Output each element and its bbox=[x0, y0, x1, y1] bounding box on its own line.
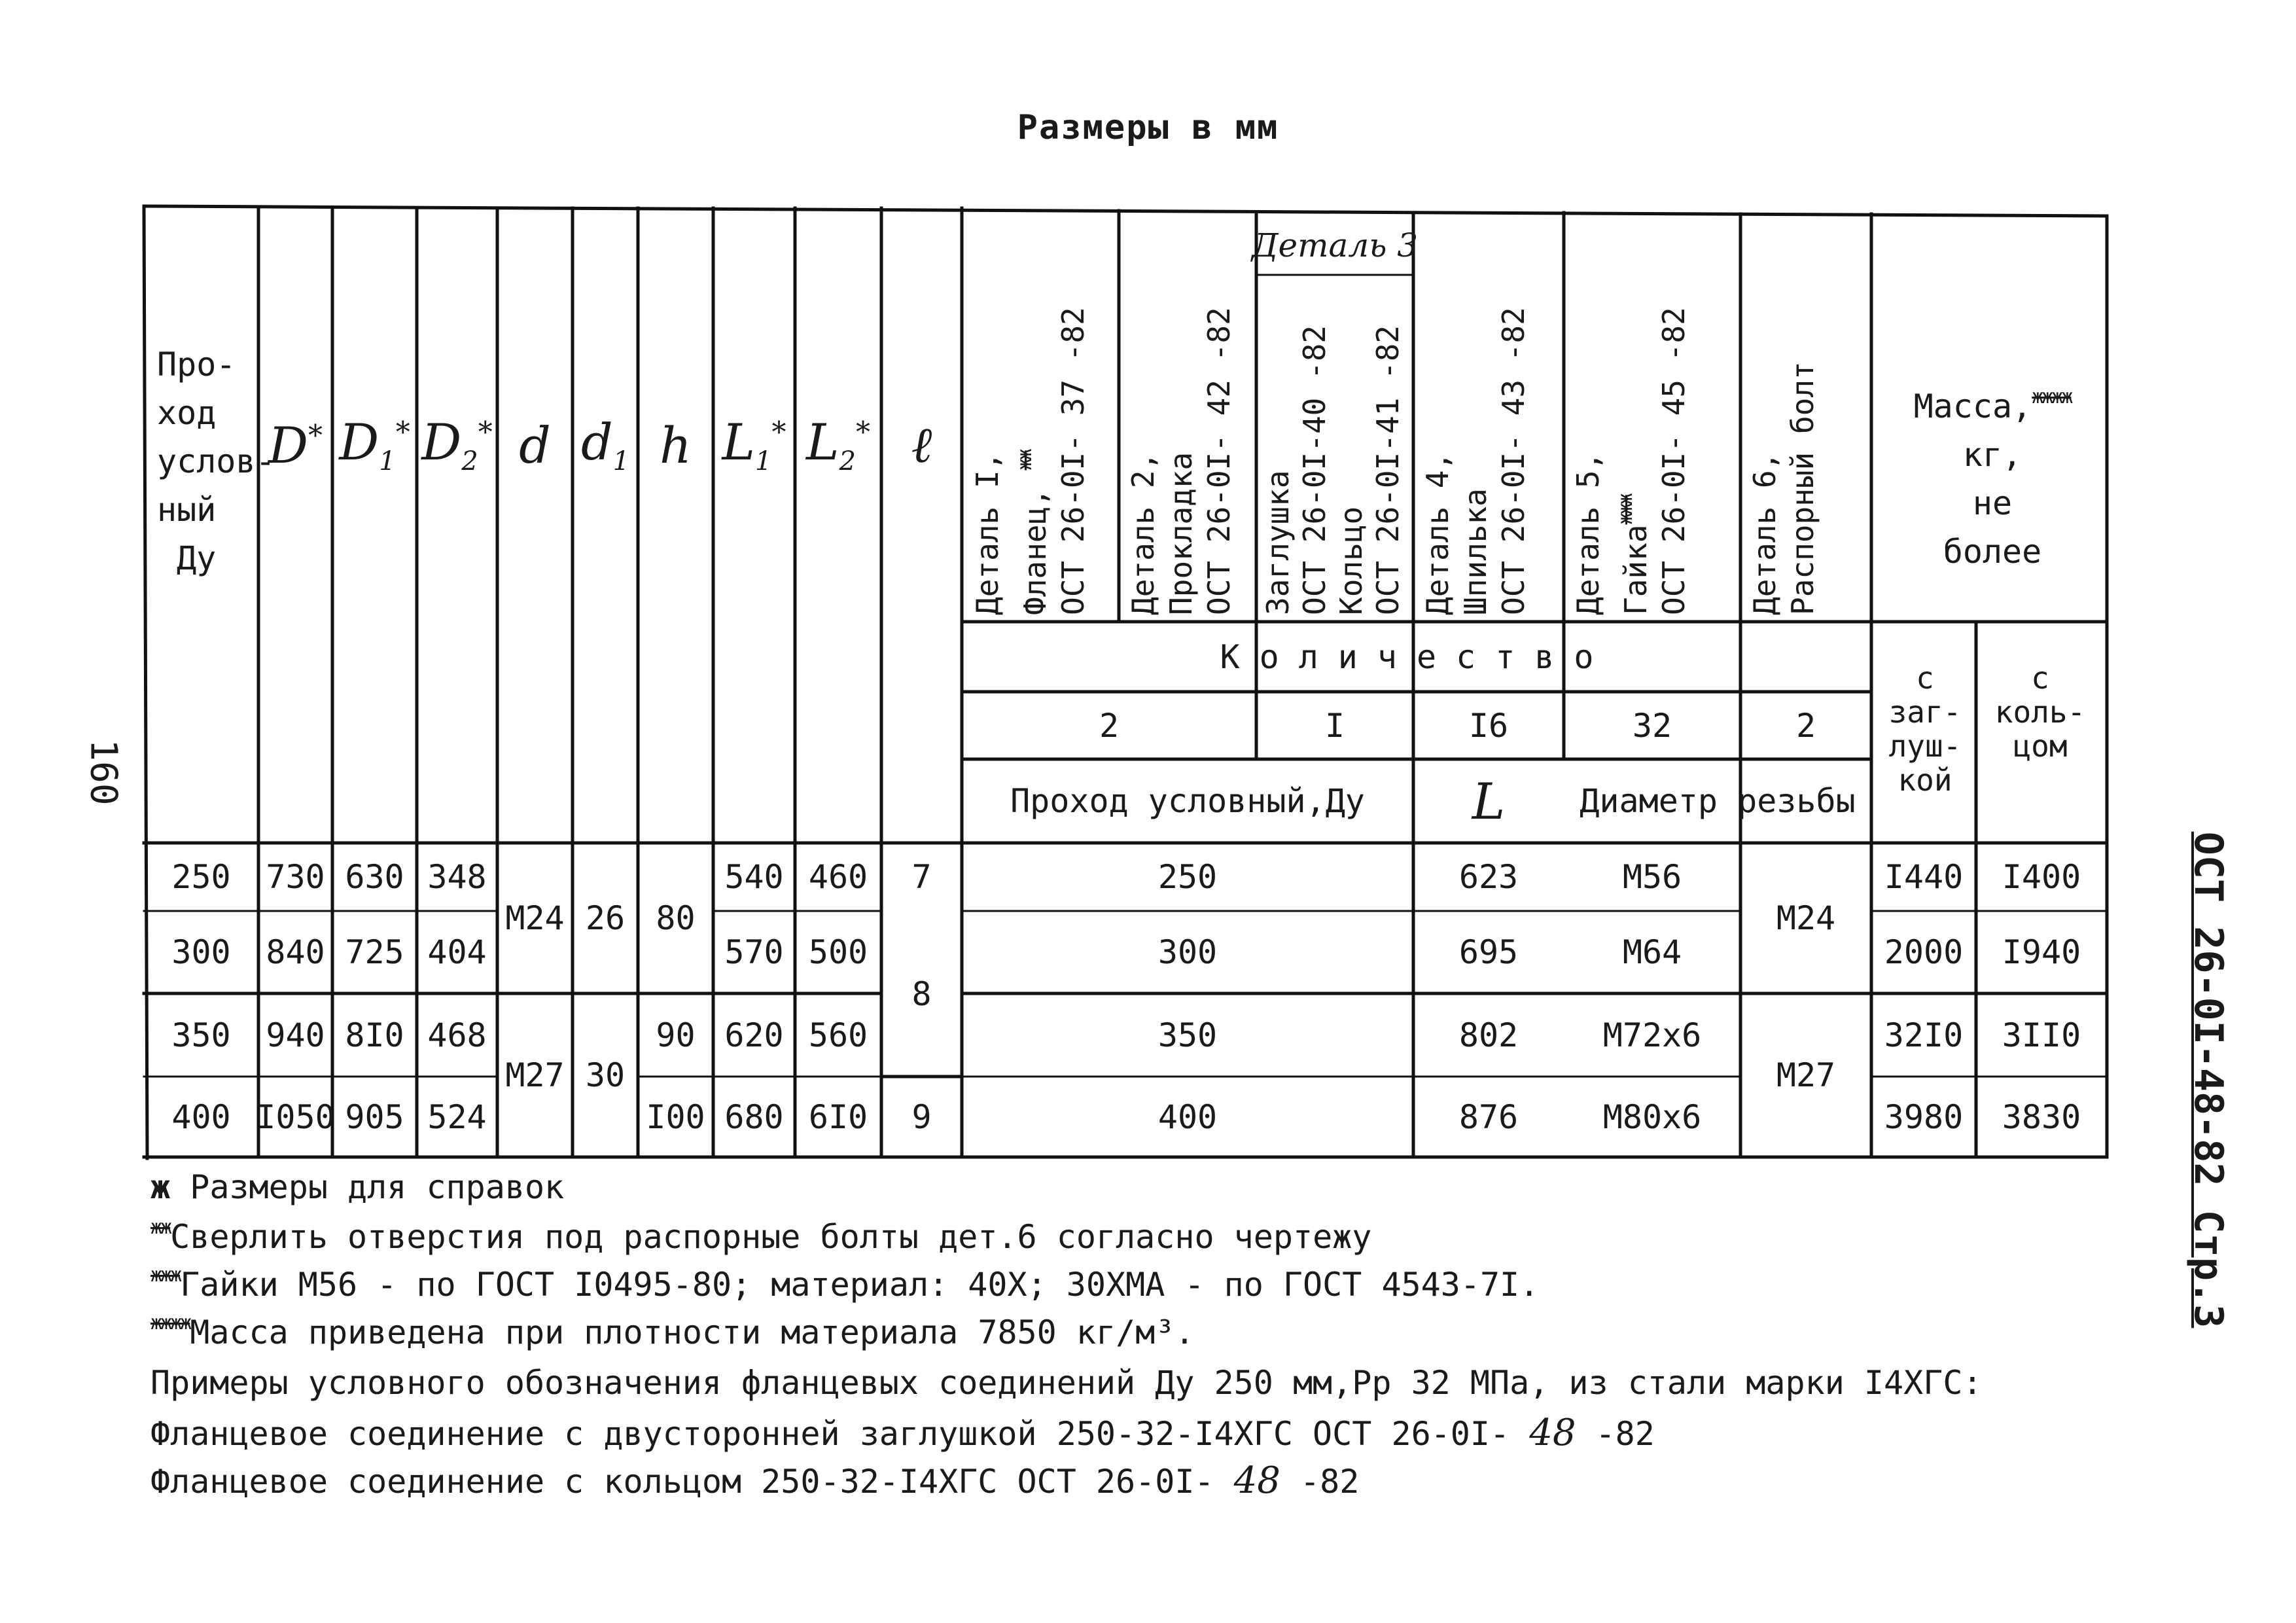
page-title: Размеры в мм bbox=[1017, 108, 1279, 147]
cell-D: 840 bbox=[266, 933, 325, 971]
header-L2: $L_2^*$ bbox=[806, 413, 870, 477]
cell-thread: М64 bbox=[1622, 933, 1682, 971]
cell-D1: 630 bbox=[345, 858, 404, 896]
footnote-2: $^{жж}$Сверлить отверстия под распорные болты дет.6 согласно чертежу bbox=[150, 1216, 1372, 1256]
cell-D2: 404 bbox=[427, 933, 487, 971]
header-L: L bbox=[1472, 772, 1506, 830]
footnote-1: ж Размеры для справок bbox=[150, 1168, 565, 1206]
page-number: 160 bbox=[82, 739, 125, 806]
cell-h-merged: 80 bbox=[656, 899, 696, 937]
cell-du2: 350 bbox=[1157, 1016, 1218, 1054]
cell-h: I00 bbox=[646, 1097, 705, 1136]
qty-part3: I bbox=[1324, 706, 1345, 745]
document-code: ОСТ 26-0I-48-82 Стр.3 bbox=[2185, 831, 2231, 1329]
cell-du: 400 bbox=[171, 1097, 231, 1136]
cell-bolt-merged: М27 bbox=[1776, 1056, 1836, 1094]
cell-du: 300 bbox=[171, 933, 231, 971]
cell-D: 940 bbox=[266, 1016, 325, 1054]
header-d: d bbox=[519, 416, 551, 474]
example-ring: Фланцевое соединение с кольцом 250-32-I4ХГС ОСТ 26-0I- 48 -82 bbox=[150, 1459, 1360, 1502]
cell-mass-ring: I940 bbox=[2002, 933, 2081, 971]
header-part4: Деталь 4, Шпилька ОСТ 26-0I- 43 -82 bbox=[1420, 307, 1531, 615]
cell-L1: 680 bbox=[724, 1097, 784, 1136]
header-mass-plug: с заг- луш- кой bbox=[1888, 660, 1962, 798]
cell-l: 9 bbox=[911, 1097, 932, 1136]
cell-L: 623 bbox=[1458, 858, 1519, 896]
cell-mass-ring: 3830 bbox=[2002, 1097, 2081, 1136]
qty-part12: 2 bbox=[1099, 706, 1120, 745]
cell-L1: 570 bbox=[724, 933, 784, 971]
cell-D: 730 bbox=[266, 858, 325, 896]
qty-part6: 2 bbox=[1795, 706, 1816, 745]
cell-du2: 250 bbox=[1157, 858, 1218, 896]
header-du-label: Проход условный,Ду bbox=[1010, 782, 1365, 820]
header-d1: $d_1$ bbox=[580, 413, 630, 477]
cell-L2: 560 bbox=[808, 1016, 868, 1054]
header-mass: Масса,$^{жжжж}$ кг, не более bbox=[1913, 385, 2072, 571]
cell-L2: 6I0 bbox=[808, 1097, 868, 1136]
header-D: D* bbox=[268, 416, 323, 474]
header-part3-title: Деталь 3 bbox=[1251, 226, 1419, 264]
cell-mass-ring: 3II0 bbox=[2002, 1016, 2081, 1054]
cell-L: 876 bbox=[1458, 1097, 1519, 1136]
cell-D: I050 bbox=[256, 1097, 335, 1136]
header-mass-ring: с коль- цом bbox=[1994, 660, 2086, 764]
cell-du2: 400 bbox=[1157, 1097, 1218, 1136]
header-D2: $D_2^*$ bbox=[421, 413, 493, 477]
cell-thread: М80х6 bbox=[1602, 1097, 1702, 1136]
cell-d-merged: М27 bbox=[505, 1056, 565, 1094]
qty-part5: 32 bbox=[1632, 706, 1672, 745]
header-l: ℓ bbox=[911, 416, 932, 474]
cell-thread: М72х6 bbox=[1602, 1016, 1702, 1054]
footnote-3: $^{жжж}$Гайки М56 - по ГОСТ I0495-80; материал: 40Х; 30ХМА - по ГОСТ 4543-7I. bbox=[150, 1264, 1540, 1304]
header-part3: Заглушка ОСТ 26-0I-40 -82 Кольцо ОСТ 26-0I-41 -82 bbox=[1260, 325, 1405, 615]
quantity-label: Количество bbox=[1220, 637, 1614, 676]
cell-D1: 8I0 bbox=[345, 1016, 404, 1054]
qty-part4: I6 bbox=[1468, 706, 1509, 745]
header-part2: Деталь 2, Прокладка ОСТ 26-0I- 42 -82 bbox=[1125, 307, 1237, 615]
cell-D1: 905 bbox=[345, 1097, 404, 1136]
header-part6: Деталь 6, Распорный болт bbox=[1747, 361, 1820, 615]
cell-mass-plug: 32I0 bbox=[1884, 1016, 1964, 1054]
example-heading: Примеры условного обозначения фланцевых соединений Ду 250 мм,Рр 32 МПа, из стали марки I4ХГС: bbox=[150, 1364, 1983, 1402]
cell-bolt-merged: М24 bbox=[1776, 899, 1836, 937]
cell-d1-merged: 30 bbox=[585, 1056, 626, 1094]
cell-d-merged: М24 bbox=[505, 899, 565, 937]
cell-h: 90 bbox=[656, 1016, 696, 1054]
header-part5: Деталь 5, Гайка$^{жжж}$ ОСТ 26-0I- 45 -82 bbox=[1570, 307, 1691, 615]
cell-D1: 725 bbox=[345, 933, 404, 971]
cell-mass-ring: I400 bbox=[2002, 858, 2081, 896]
cell-D2: 468 bbox=[427, 1016, 487, 1054]
cell-d1-merged: 26 bbox=[585, 899, 626, 937]
cell-L: 802 bbox=[1458, 1016, 1519, 1054]
header-L1: $L_1^*$ bbox=[722, 413, 786, 477]
cell-mass-plug: I440 bbox=[1884, 858, 1964, 896]
cell-l: 7 bbox=[911, 858, 932, 896]
header-part1: Деталь I, Фланец, $^{жж}$ ОСТ 26-0I- 37 -82 bbox=[970, 307, 1091, 615]
cell-mass-plug: 2000 bbox=[1884, 933, 1964, 971]
example-plug: Фланцевое соединение с двусторонней заглушкой 250-32-I4ХГС ОСТ 26-0I- 48 -82 bbox=[150, 1412, 1655, 1454]
cell-thread: М56 bbox=[1622, 858, 1682, 896]
cell-L1: 620 bbox=[724, 1016, 784, 1054]
cell-du: 250 bbox=[171, 858, 231, 896]
header-du: Про- ход услов- ный Ду bbox=[157, 346, 275, 577]
cell-D2: 348 bbox=[427, 858, 487, 896]
cell-L1: 540 bbox=[724, 858, 784, 896]
footnote-4: $^{жжжж}$Масса приведена при плотности материала 7850 кг/м³. bbox=[150, 1311, 1195, 1351]
cell-du: 350 bbox=[171, 1016, 231, 1054]
cell-mass-plug: 3980 bbox=[1884, 1097, 1964, 1136]
cell-L: 695 bbox=[1458, 933, 1519, 971]
header-h: h bbox=[660, 416, 692, 474]
header-D1: $D_1^*$ bbox=[339, 413, 410, 477]
header-thread: Диаметр резьбы bbox=[1580, 782, 1856, 820]
cell-l-merged: 8 bbox=[911, 974, 932, 1013]
cell-du2: 300 bbox=[1157, 933, 1218, 971]
cell-D2: 524 bbox=[427, 1097, 487, 1136]
cell-L2: 500 bbox=[808, 933, 868, 971]
cell-L2: 460 bbox=[808, 858, 868, 896]
